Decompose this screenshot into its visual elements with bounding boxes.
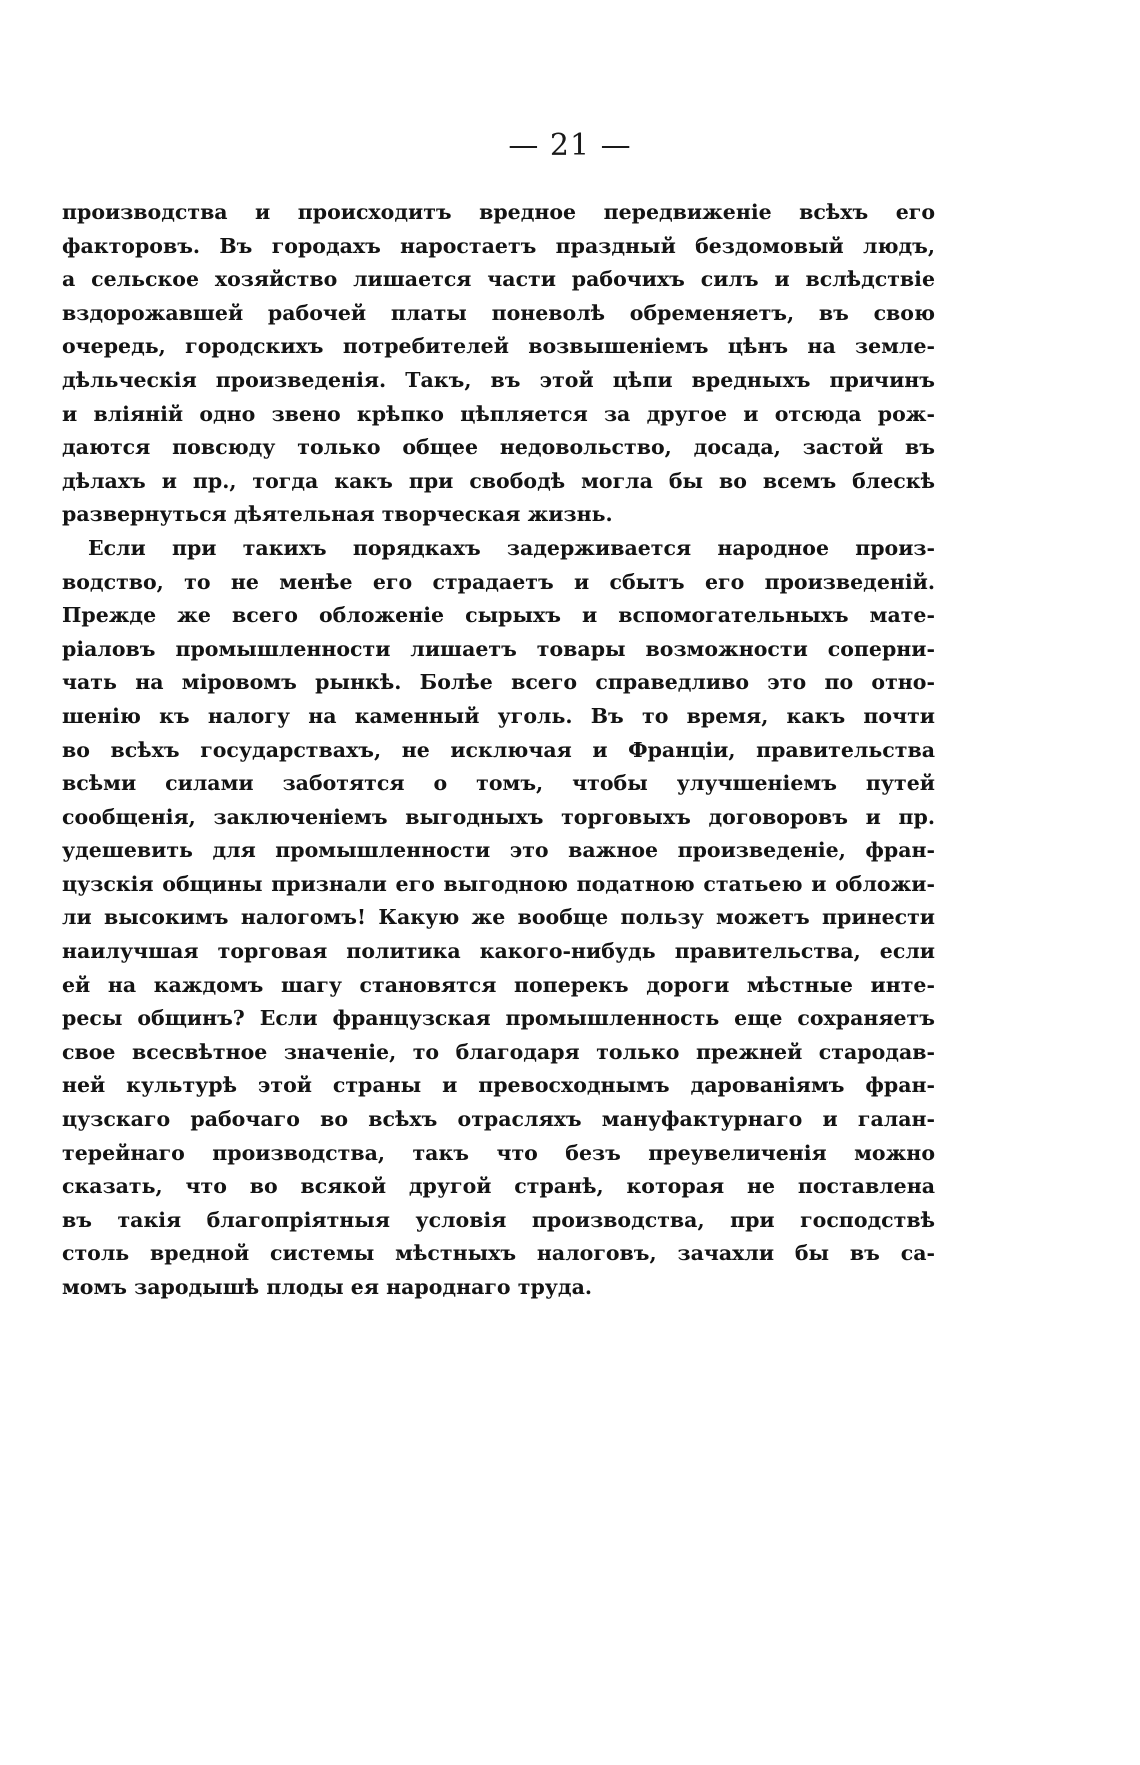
text-line: развернуться дѣятельная творческая жизнь. — [62, 502, 613, 527]
text-line: сообщенія, заключеніемъ выгодныхъ торговыхъ договоровъ и пр. — [62, 804, 935, 829]
text-line: ресы общинъ? Если французская промышленность еще сохраняетъ — [62, 1006, 935, 1031]
page-number: — 21 — — [508, 128, 632, 163]
text-line: шенію къ налогу на каменный уголь. Въ то время, какъ почти — [62, 703, 935, 728]
text-line: во всѣхъ государствахъ, не исключая и Франціи, правительства — [62, 737, 935, 762]
text-line: сказать, что во всякой другой странѣ, которая не поставлена — [62, 1174, 935, 1199]
text-line: ли высокимъ налогомъ! Какую же вообще пользу можетъ принести — [62, 905, 935, 930]
text-line: момъ зародышѣ плоды ея народнаго труда. — [62, 1275, 592, 1299]
text-line: ней культурѣ этой страны и превосходнымъ дарованіямъ фран- — [62, 1073, 935, 1098]
text-line: всѣми силами заботятся о томъ, чтобы улучшеніемъ путей — [62, 771, 935, 796]
text-line: очередь, городскихъ потребителей возвышеніемъ цѣнъ на земле- — [62, 334, 935, 359]
body-text — [62, 196, 935, 1305]
text-line: и вліяній одно звено крѣпко цѣпляется за другое и отсюда рож- — [62, 401, 935, 426]
text-line: свое всесвѣтное значеніе, то благодаря только прежней стародав- — [62, 1039, 935, 1064]
text-line: въ такія благопріятныя условія производства, при господствѣ — [62, 1207, 935, 1232]
text-line: удешевить для промышленности это важное произведеніе, фран- — [62, 838, 935, 863]
text-line: вздорожавшей рабочей платы поневолѣ обременяетъ, въ свою — [62, 300, 935, 325]
text-line: Если при такихъ порядкахъ задерживается народное произ- — [88, 535, 935, 560]
paragraph-1 — [62, 196, 935, 532]
text-line: а сельское хозяйство лишается части рабочихъ силъ и вслѣдствіе — [62, 267, 935, 292]
text-line: терейнаго производства, такъ что безъ преувеличенія можно — [62, 1140, 935, 1165]
text-line: ріаловъ промышленности лишаетъ товары возможности соперни- — [62, 636, 935, 661]
text-line: цузскаго рабочаго во всѣхъ отрасляхъ мануфактурнаго и галан- — [62, 1107, 935, 1132]
text-line: наилучшая торговая политика какого-нибудь правительства, если — [62, 939, 935, 964]
text-line: даются повсюду только общее недовольство, досада, застой въ — [62, 435, 935, 460]
text-line: факторовъ. Въ городахъ наростаетъ праздный бездомовый людъ, — [62, 233, 935, 258]
text-line: столь вредной системы мѣстныхъ налоговъ, зачахли бы въ са- — [62, 1241, 935, 1266]
text-line: Прежде же всего обложеніе сырыхъ и вспомогательныхъ мате- — [62, 603, 935, 628]
text-line: цузскія общины признали его выгодною податною статьею и обложи- — [62, 871, 935, 896]
text-line: производства и происходитъ вредное передвиженіе всѣхъ его — [62, 200, 935, 224]
text-line: дѣлахъ и пр., тогда какъ при свободѣ могла бы во всемъ блескѣ — [62, 468, 935, 493]
text-line: водство, то не менѣе его страдаетъ и сбытъ его произведеній. — [62, 569, 935, 594]
text-line: дѣльческія произведенія. Такъ, въ этой цѣпи вредныхъ причинъ — [62, 367, 935, 392]
paragraph-2 — [62, 532, 935, 1305]
text-line: чать на міровомъ рынкѣ. Болѣе всего справедливо это по отно- — [62, 670, 935, 695]
text-line: ей на каждомъ шагу становятся поперекъ дороги мѣстные инте- — [62, 972, 935, 997]
